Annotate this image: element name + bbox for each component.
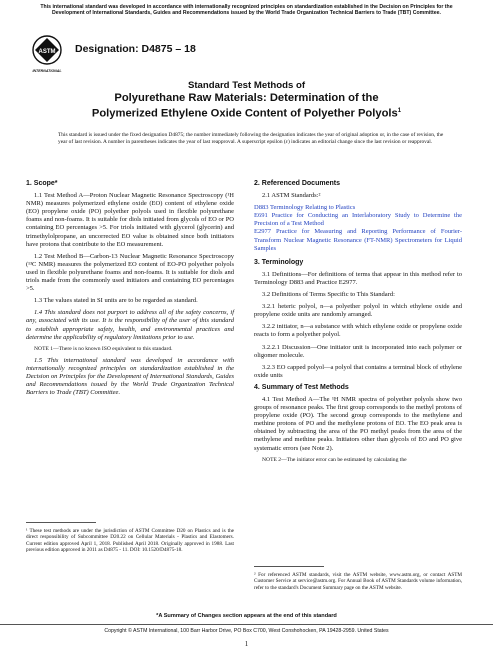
referenced-documents-heading: 2. Referenced Documents [254, 180, 340, 187]
document-title [24, 80, 469, 121]
tbt-notice: This international standard was developed in accordance with internationally recognized principles on standardization established in the Decision on Principles for the Development of International Standards, Guides and Recommendations issued by the World Trade Organization Technical Barriers to Trade (TBT) Committee. [40, 4, 453, 17]
reference-item[interactable] [254, 228, 462, 252]
para-4-1: 4.1 Test Method A—The ¹H NMR spectra of polyether polyols show two groups of resonance peaks. The first group corresponds to the methyl protons of propylene oxide (PO). The second group corresponds to the methylene and methine protons of PO and the methylene protons of EO. The EO peak area is obtained by subtracting the area of the PO methyl peaks from the area of the methylene and methine peaks. Initiators other than glycols of EO and PO give systematic errors (see Note 2). [254, 395, 463, 452]
footnote-2: ² For referenced ASTM standards, visit the ASTM website, www.astm.org, or contact ASTM Customer Service at service@astm.org. For Annual Book of ASTM Standards volume information, refer to the standard's Document Summary page on the ASTM website. [254, 572, 462, 591]
reference-code[interactable]: E2977 [254, 228, 271, 236]
left-column [26, 180, 234, 401]
title-footnote-mark: 1 [397, 108, 402, 114]
para-3-2-3: 3.2.3 EO capped polyol—a polyol that contains a terminal block of ethylene oxide units [254, 363, 462, 379]
reference-title[interactable]: Practice for Conducting an Interlaboratory Study to Determine the Precision of a Test Method [254, 212, 462, 228]
right-column [254, 180, 462, 468]
svg-text:ASTM: ASTM [38, 49, 56, 55]
para-1-1: 1.1 Test Method A—Proton Nuclear Magnetic Resonance Spectroscopy (¹H NMR) measures polymerized ethylene oxide (EO) content of ethylene oxide (EO) propylene oxide (PO) polyether polyols used in flexible polyurethane foams and non-foams. It is suitable for diols initiated from glycols of EO or PO containing EO percentages >5. For triols initiated with glycerol (glycerin) and trimethylolpropane, an uncorrected EO value is obtained since both initiators have protons that contribute to the EO measurement. [26, 192, 234, 248]
title-line-3-text: Polymerized Ethylene Oxide Content of Polyether Polyols [91, 107, 398, 120]
para-1-3: 1.3 The values stated in SI units are to be regarded as standard. [34, 297, 198, 305]
para-3-2-2: 3.2.2 initiator, n—a substance with which ethylene oxide or propylene oxide reacts to form a polyether polyol. [254, 323, 462, 339]
page-number: 1 [244, 640, 249, 648]
reference-item[interactable] [254, 204, 462, 212]
note-1: NOTE 1—There is no known ISO equivalent to this standard. [34, 345, 173, 352]
para-3-2-1: 3.2.1 heteric polyol, n—a polyether polyol in which ethylene oxide and propylene oxide units are randomly arranged. [254, 303, 462, 319]
reference-title[interactable]: Terminology Relating to Plastics [269, 204, 356, 212]
para-1-2: 1.2 Test Method B—Carbon-13 Nuclear Magnetic Resonance Spectroscopy (¹³C NMR) measures the polymerized EO content of EO-PO polyether polyols used in flexible polyurethane foams and non-foams. It is suitable for diols and triols made from the commonly used initiators and containing EO percentages >5. [26, 252, 234, 293]
title-line-3 [24, 105, 469, 121]
note-2: NOTE 2—The initiator error can be estimated by calculating the [262, 456, 407, 463]
para-3-2-2-1: 3.2.2.1 Discussion—One initiator unit is incorporated into each polymer or oligomer molecule. [254, 343, 462, 359]
footnote-rule-right [254, 566, 324, 567]
title-line-2: Polyurethane Raw Materials: Determination of the [114, 92, 379, 104]
para-3-2: 3.2 Definitions of Terms Specific to This Standard: [262, 291, 395, 299]
para-1-5: 1.5 This international standard was developed in accordance with internationally recognized principles on standardization established in the Decision on Principles for the Development of International Standards, Guides and Recommendations issued by the World Trade Organization Technical Barriers to Trade (TBT) Committee. [26, 356, 234, 397]
reference-code[interactable]: D883 [254, 204, 269, 212]
reference-title[interactable]: Practice for Measuring and Reporting Performance of Fourier-Transform Nuclear Magnetic Resonance (FT-NMR) Spectrometers for Liquid Samples [254, 228, 463, 252]
reference-item[interactable] [254, 212, 462, 228]
footnote-rule-left [26, 522, 96, 523]
terminology-heading: 3. Terminology [254, 258, 304, 266]
para-3-1: 3.1 Definitions—For definitions of terms that appear in this method refer to Terminology D883 and Practice E2977. [254, 270, 462, 286]
copyright-line: Copyright © ASTM International, 100 Barr Harbor Drive, PO Box C700, West Conshohocken, PA 19428-2959. United States [0, 624, 493, 634]
scope-heading: 1. Scope* [26, 180, 58, 187]
reference-code[interactable]: E691 [254, 212, 268, 220]
designation: Designation: D4875 – 18 [75, 43, 196, 55]
summary-heading: 4. Summary of Test Methods [254, 383, 349, 391]
astm-standards-label: 2.1 ASTM Standards:² [262, 192, 321, 200]
title-line-1: Standard Test Methods of [187, 80, 306, 91]
astm-logo [30, 34, 64, 74]
para-1-4: 1.4 This standard does not purport to address all of the safety concerns, if any, associated with its use. It is the responsibility of the user of this standard to establish appropriate safety, health, and environmental practices and determine the applicability of regulatory limitations prior to use. [26, 309, 234, 341]
svg-text:INTERNATIONAL: INTERNATIONAL [32, 69, 62, 73]
footnote-1: ¹ These test methods are under the jurisdiction of ASTM Committee D20 on Plastics and is the direct responsibility of Subcommittee D20.22 on Cellular Materials - Plastics and Elastomers. Current edition approved April 1, 2018. Published April 2018. Originally approved in 1988. Last previous edition approved in 2011 as D4875 - 11. DOI: 10.1520/D4875-18. [26, 528, 234, 554]
issue-note: This standard is issued under the fixed designation D4875; the number immediately following the designation indicates the year of original adoption or, in the case of revision, the year of last revision. A number in parentheses indicates the year of last reapproval. A superscript epsilon (ε) indicates an editorial change since the last revision or reapproval. [58, 132, 444, 145]
summary-of-changes-notice: *A Summary of Changes section appears at the end of this standard [156, 613, 337, 619]
